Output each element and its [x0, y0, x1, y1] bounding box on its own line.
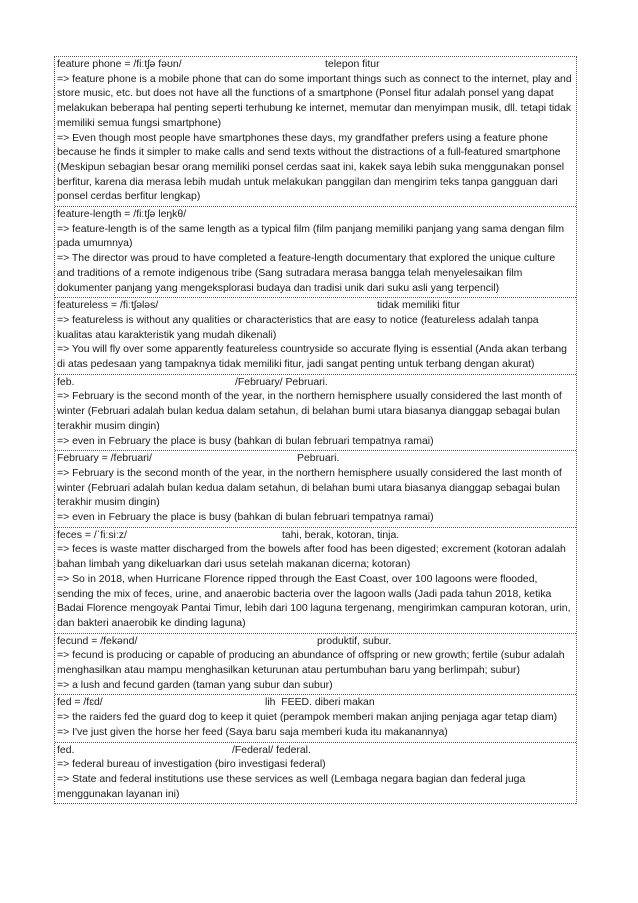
entry-definition: => federal bureau of investigation (biro investigasi federal)	[57, 759, 326, 771]
entry-gloss: /February/ Pebruari.	[235, 376, 328, 388]
entry-example: => even in February the place is busy (bahkan di bulan februari tempatnya ramai)	[57, 512, 434, 524]
entry-head	[57, 452, 575, 467]
entry-featureless	[55, 298, 576, 375]
entry-term: fed.	[57, 744, 75, 756]
entry-example: => You will fly over some apparently featureless countryside so accurate flying is essential (Anda akan terbang di atas pedesaan yang tampaknya tidak memiliki fitur, jadi sangat penting untuk terbang dengan akurat)	[57, 344, 567, 371]
entry-definition: => February is the second month of the year, in the northern hemisphere usually considered the last month of winter (Februari adalah bulan kedua dalam setahun, di belahan bumi utara biasanya dianggap sebagai bulan terakhir musim dingin)	[57, 391, 562, 432]
entry-definition: => feature-length is of the same length as a typical film (film panjang memiliki panjang yang sama dengan film pada umumnya)	[57, 223, 565, 250]
entry-definition: => February is the second month of the year, in the northern hemisphere usually considered the last month of winter (Februari adalah bulan kedua dalam setahun, di belahan bumi utara biasanya dianggap sebagai bulan terakhir musim dingin)	[57, 467, 562, 509]
entry-example: => Even though most people have smartphones these days, my grandfather prefers using a feature phone because he finds it simpler to make calls and send texts without the distractions of a full-featured smartphone (Meskipun sebagian besar orang memiliki ponsel cerdas saat ini, kakek saya lebih suka menggunakan ponsel berfitur, karena dia merasa lebih mudah untuk melakukan panggilan dan mengirim teks tanpa gangguan dari ponsel cerdas berfitur lengkap)	[57, 132, 565, 203]
entry-example: => a lush and fecund garden (taman yang subur dan subur)	[57, 679, 333, 691]
entry-head	[57, 58, 575, 73]
entry-gloss: /Federal/ federal.	[232, 744, 311, 756]
entry-gloss: tidak memiliki fitur	[377, 300, 460, 312]
entry-fed-abbrev	[55, 743, 576, 805]
entry-example: => State and federal institutions use these services as well (Lembaga negara bagian dan federal juga menggunakan layanan ini)	[57, 773, 526, 800]
entry-feces	[55, 528, 576, 634]
entry-head	[57, 376, 575, 391]
dictionary-document	[54, 56, 577, 804]
entry-gloss: lih FEED. diberi makan	[265, 697, 375, 709]
entry-term: feb.	[57, 376, 75, 388]
entry-feb	[55, 375, 576, 452]
entry-head	[57, 299, 575, 314]
entry-term: feces = /ˈfiːsiːz/	[57, 529, 127, 541]
entry-term: February = /februari/	[57, 453, 152, 465]
entry-feature-phone	[55, 57, 576, 207]
entry-head	[57, 696, 575, 711]
entry-term: fed = /fɛd/	[57, 697, 103, 709]
entry-example: => I've just given the horse her feed (Saya baru saja memberi kuda itu makanannya)	[57, 726, 448, 738]
entry-gloss: tahi, berak, kotoran, tinja.	[282, 529, 400, 541]
entry-example: => The director was proud to have completed a feature-length documentary that explored the unique culture and traditions of a remote indigenous tribe (Sang sutradara merasa bangga telah menyelesaikan film dokumenter panjang yang mengeksplorasi budaya dan tradisi unik dari suku asli yang terpencil)	[57, 253, 556, 294]
entry-february	[55, 451, 576, 528]
entry-term: feature phone = /fiːtʃə fəʊn/	[57, 59, 182, 70]
entry-example: => even in February the place is busy (bahkan di bulan februari tempatnya ramai)	[57, 435, 434, 447]
entry-gloss: produktif, subur.	[317, 635, 392, 647]
entry-fed	[55, 695, 576, 742]
entry-definition: => featureless is without any qualities or characteristics that are easy to notice (featureless adalah tanpa kualitas atau karakteristik yang mudah dikenali)	[57, 314, 539, 341]
entry-head	[57, 529, 575, 544]
entry-fecund	[55, 634, 576, 696]
entry-term: fecund = /fekənd/	[57, 635, 138, 647]
entry-feature-length	[55, 207, 576, 298]
entry-head	[57, 208, 575, 223]
entry-example: => So in 2018, when Hurricane Florence ripped through the East Coast, over 100 lagoons were flooded, sending the mix of feces, urine, and anaerobic bacteria over the lagoon walls (Jadi pada tahun 2018, ketika Badai Florence mengoyak Pantai Timur, lebih dari 100 laguna tergenang, mengirimkan campuran kotoran, urin, dan bakteri anaerobik ke dinding laguna)	[57, 573, 571, 629]
entry-term: featureless = /fiːtʃələs/	[57, 300, 159, 312]
entry-head	[57, 744, 575, 759]
entry-definition: => feature phone is a mobile phone that can do some important things such as connect to the internet, play and store music, etc. but does not have all the functions of a smartphone (Ponsel fitur adalah ponsel yang dapat melakukan beberapa hal penting seperti terhubung ke internet, memutar dan menyimpan musik, dll. tetapi tidak memiliki semua fungsi smartphone)	[57, 73, 572, 129]
entry-definition: => the raiders fed the guard dog to keep it quiet (perampok memberi makan anjing penjaga agar tetap diam)	[57, 712, 558, 724]
entry-head	[57, 635, 575, 650]
entry-definition: => feces is waste matter discharged from the bowels after food has been digested; excrement (kotoran adalah bahan limbah yang dikeluarkan dari usus setelah makanan dicerna; kotoran)	[57, 544, 566, 571]
entry-gloss: Pebruari.	[297, 453, 340, 465]
entry-gloss: telepon fitur	[325, 59, 380, 70]
entry-term: feature-length = /fiːtʃə leŋkθ/	[57, 209, 187, 221]
entry-definition: => fecund is producing or capable of producing an abundance of offspring or new growth; fertile (subur adalah menghasilkan atau mampu menghasilkan keturunan atau pertumbuhan baru yang berlimpah; subur)	[57, 650, 565, 677]
